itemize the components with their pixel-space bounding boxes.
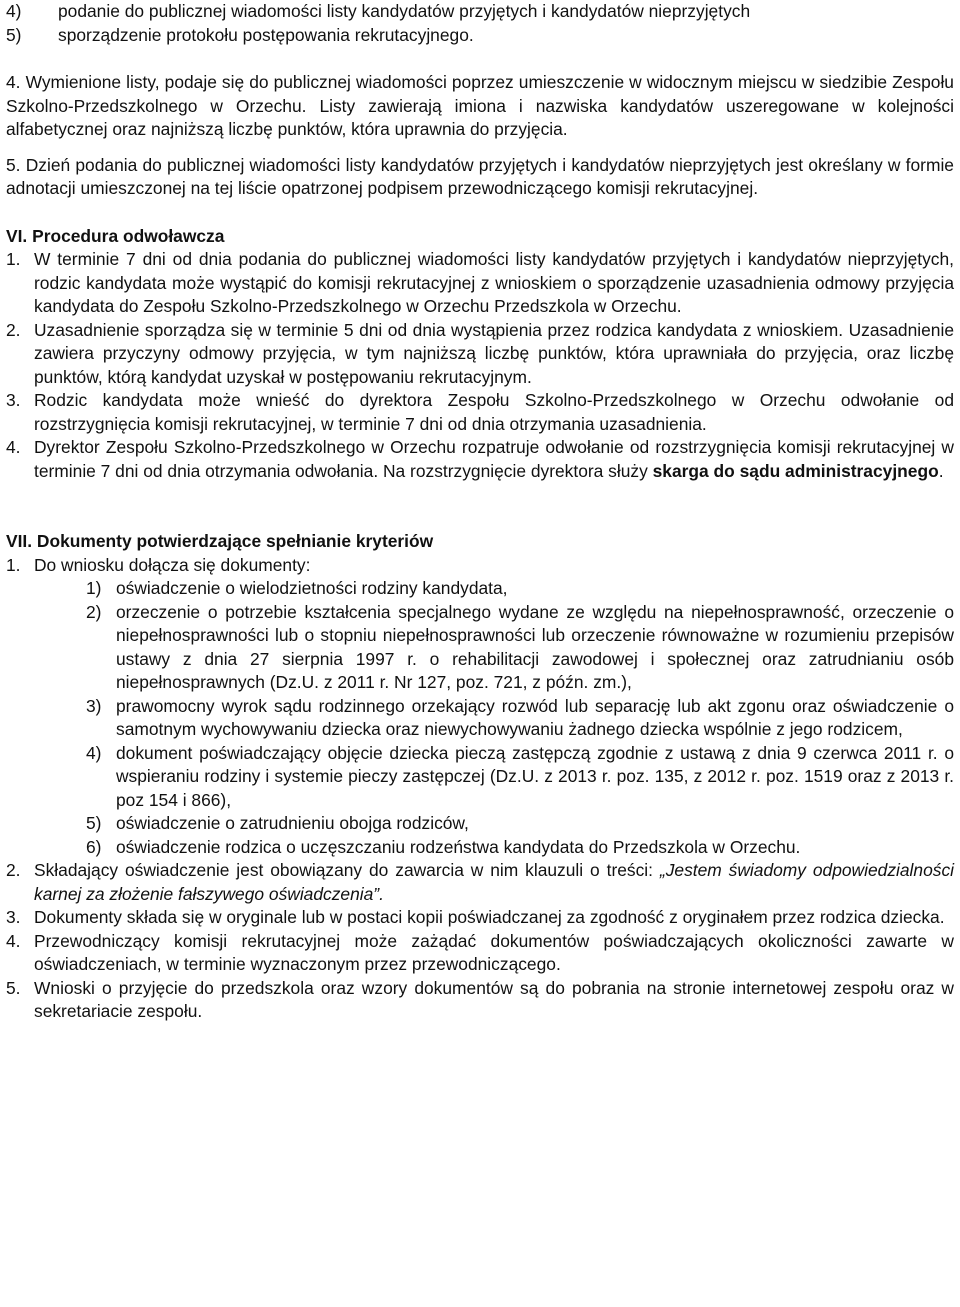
- list-text: sporządzenie protokołu postępowania rekrutacyjnego.: [58, 24, 474, 45]
- list-text: Rodzic kandydata może wnieść do dyrektora Zespołu Szkolno-Przedszkolnego w Orzechu odwołanie od rozstrzygnięcia komisji rekrutacyjnej, w terminie 7 dni od dnia otrzymania uzasadnienia.: [34, 390, 954, 434]
- sub-list-number: 6): [86, 836, 102, 857]
- sub-list-text: prawomocny wyrok sądu rodzinnego orzekający rozwód lub separację lub akt zgonu oraz oświadczenie o samotnym wychowywaniu dziecka oraz niewychowywaniu żadnego dziecka wspólnie z jego rodzicem,: [116, 695, 954, 739]
- sub-list-item: [6, 601, 954, 695]
- document-page: [6, 0, 954, 1024]
- sub-list-item: [6, 695, 954, 742]
- list-text: Dokumenty składa się w oryginale lub w postaci kopii poświadczanej za zgodność z oryginałem przez rodzica dziecka.: [34, 907, 945, 927]
- list-item: [6, 930, 954, 977]
- list-item: [6, 554, 954, 578]
- list-text: podanie do publicznej wiadomości listy kandydatów przyjętych i kandydatów nieprzyjętych: [58, 1, 751, 21]
- list-item: [6, 859, 954, 906]
- sub-list-text: dokument poświadczający objęcie dziecka pieczą zastępczą zgodnie z ustawą z dnia 9 czerwca 2011 r. o wspieraniu rodziny i systemie pieczy zastępczej (Dz.U. z 2013 r. poz. 135, z 2012 r. poz. 1519 oraz z 2013 r. poz 154 i 866),: [116, 742, 954, 810]
- bold-phrase: skarga do sądu administracyjnego: [652, 460, 939, 481]
- list-item: [6, 389, 954, 436]
- sub-list-number: 1): [86, 578, 102, 598]
- sub-list-number: 5): [86, 813, 102, 833]
- sub-list-text: oświadczenie o wielodzietności rodziny kandydata,: [116, 578, 508, 598]
- list-number: 4): [6, 1, 22, 21]
- list-text: Do wniosku dołącza się dokumenty:: [34, 554, 311, 575]
- list-number: 1.: [6, 554, 21, 575]
- sub-list-number: 2): [86, 601, 102, 622]
- sub-list-item: [6, 577, 954, 601]
- sub-list-text: oświadczenie o zatrudnieniu obojga rodziców,: [116, 813, 469, 833]
- sub-list-item: [6, 812, 954, 836]
- list-number: 5): [6, 24, 22, 45]
- list-text: Składający oświadczenie jest obowiązany do zawarcia w nim klauzuli o treści: „Jestem świadomy odpowiedzialności karnej za złożenie fałszywego oświadczenia”.: [34, 860, 955, 904]
- list-number: 1.: [6, 249, 21, 269]
- list-text: W terminie 7 dni od dnia podania do publicznej wiadomości listy kandydatów przyjętych i kandydatów nieprzyjętych, rodzic kandydata może wystąpić do komisji rekrutacyjnej z wnioskiem o sporządzenie uzasadnienia odmowy przyjęcia kandydata do Zespołu Szkolno-Przedszkolnego w Orzechu Przedszkola w Orzechu.: [34, 249, 954, 316]
- list-number: 2.: [6, 319, 21, 340]
- list-number: 4.: [6, 437, 21, 457]
- section-heading: VII. Dokumenty potwierdzające spełnianie kryteriów: [6, 531, 434, 551]
- paragraph-number: 4.: [6, 72, 21, 92]
- list-item: [6, 248, 954, 319]
- sub-list-item: [6, 836, 954, 860]
- list-number: 5.: [6, 977, 21, 998]
- list-text: Uzasadnienie sporządza się w terminie 5 dni od dnia wystąpienia przez rodzica kandydata z wnioskiem. Uzasadnienie zawiera przyczyny odmowy przyjęcia, w tym najniższą liczbę punktów, która uprawniała do przyjęcia, oraz liczbę punktów, którą kandydat uzyskał w postępowaniu rekrutacyjnym.: [34, 319, 954, 387]
- sub-list-number: 4): [86, 742, 102, 763]
- list-item: [6, 0, 954, 24]
- paragraph-text: Wymienione listy, podaje się do publicznej wiadomości poprzez umieszczenie w widocznym miejscu w siedzibie Zespołu Szkolno-Przedszkolnego w Orzechu. Listy zawierają imiona i nazwiska kandydatów uszeregowane w kolejności alfabetycznej oraz najniższą liczbę punktów, która uprawnia do przyjęcia.: [6, 72, 954, 139]
- list-item: [6, 319, 954, 390]
- sub-list-item: [6, 742, 954, 813]
- list-item: [6, 436, 954, 483]
- paragraph: [6, 71, 954, 142]
- list-text: Dyrektor Zespołu Szkolno-Przedszkolnego w Orzechu rozpatruje odwołanie od rozstrzygnięcia komisji rekrutacyjnej w terminie 7 dni od dnia otrzymania odwołania. Na rozstrzygnięcie dyrektora służy skarga do sądu administracyjnego.: [34, 437, 954, 481]
- list-number: 4.: [6, 930, 21, 951]
- sub-list-number: 3): [86, 695, 102, 716]
- list-item: [6, 906, 954, 930]
- list-number: 3.: [6, 390, 21, 410]
- list-text: Przewodniczący komisji rekrutacyjnej może zażądać dokumentów poświadczających okoliczności zawarte w oświadczeniach, w terminie wyznaczonym przez przewodniczącego.: [34, 930, 954, 974]
- list-item: [6, 977, 954, 1024]
- italic-clause: „Jestem świadomy odpowiedzialności karnej za złożenie fałszywego oświadczenia”.: [34, 860, 955, 904]
- paragraph-number: 5.: [6, 154, 21, 175]
- list-number: 2.: [6, 860, 21, 880]
- list-item: [6, 24, 954, 48]
- list-number: 3.: [6, 907, 21, 927]
- sub-list-text: orzeczenie o potrzebie kształcenia specjalnego wydane ze względu na niepełnosprawność, orzeczenie o niepełnosprawności lub o stopniu niepełnosprawności lub orzeczenie równoważne w rozumieniu przepisów ustawy z dnia 27 sierpnia 1997 r. o rehabilitacji zawodowej i społecznej oraz zatrudnianiu osób niepełnosprawnych (Dz.U. z 2011 r. Nr 127, poz. 721, z późn. zm.),: [116, 601, 954, 692]
- sub-list-text: oświadczenie rodzica o uczęszczaniu rodzeństwa kandydata do Przedszkola w Orzechu.: [116, 836, 801, 857]
- paragraph: [6, 154, 954, 201]
- list-text: Wnioski o przyjęcie do przedszkola oraz wzory dokumentów są do pobrania na stronie internetowej zespołu oraz w sekretariacie zespołu.: [34, 977, 954, 1021]
- paragraph-text: Dzień podania do publicznej wiadomości listy kandydatów przyjętych i kandydatów nieprzyjętych jest określany w formie adnotacji umieszczonej na tej liście opatrzonej podpisem przewodniczącego komisji rekrutacyjnej.: [6, 154, 954, 198]
- section-heading: VI. Procedura odwoławcza: [6, 225, 225, 246]
